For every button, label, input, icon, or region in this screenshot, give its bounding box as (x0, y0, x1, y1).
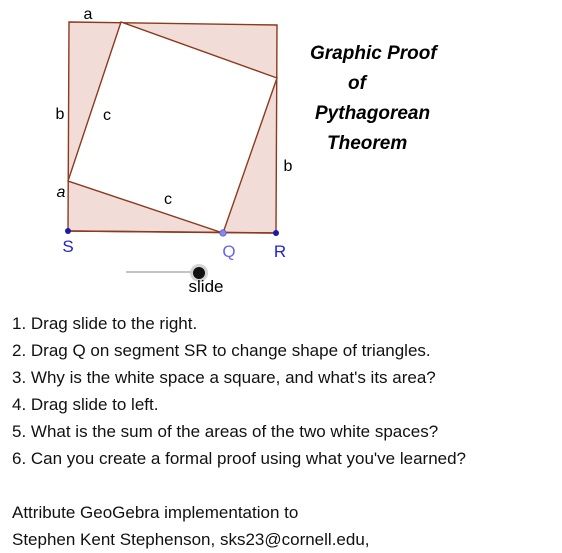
title-line-2: of (348, 73, 366, 94)
instruction-4: 4. Drag slide to left. (12, 395, 159, 414)
title-line-1: Graphic Proof (310, 43, 437, 64)
label-top-a: a (83, 6, 93, 23)
label-point-r: R (273, 242, 287, 261)
label-upper-c: c (103, 107, 111, 124)
instruction-5: 5. What is the sum of the areas of the two white spaces? (12, 422, 439, 441)
point-q[interactable] (220, 230, 226, 236)
point-r[interactable] (273, 230, 279, 236)
label-left-b: b (55, 106, 65, 123)
label-right-b: b (283, 158, 293, 175)
spacer (12, 472, 466, 499)
instruction-1: 1. Drag slide to the right. (12, 314, 198, 333)
title-line-4: Theorem (327, 133, 408, 154)
instruction-2: 2. Drag Q on segment SR to change shape of triangles. (12, 341, 431, 360)
label-point-s: S (62, 237, 74, 256)
attribution-line-2: Stephen Kent Stephenson, sks23@cornell.edu, (12, 530, 370, 549)
instruction-3: 3. Why is the white space a square, and what's its area? (12, 368, 436, 387)
attribution-line-1: Attribute GeoGebra implementation to (12, 503, 299, 522)
instructions (12, 310, 466, 553)
instruction-6: 6. Can you create a formal proof using what you've learned? (12, 449, 467, 468)
title-line-3: Pythagorean (315, 103, 431, 124)
point-s[interactable] (65, 228, 71, 234)
label-lower-c: c (164, 191, 172, 208)
label-left-a: a (56, 184, 66, 201)
label-point-q: Q (222, 242, 236, 261)
slide-label: slide (188, 277, 224, 296)
